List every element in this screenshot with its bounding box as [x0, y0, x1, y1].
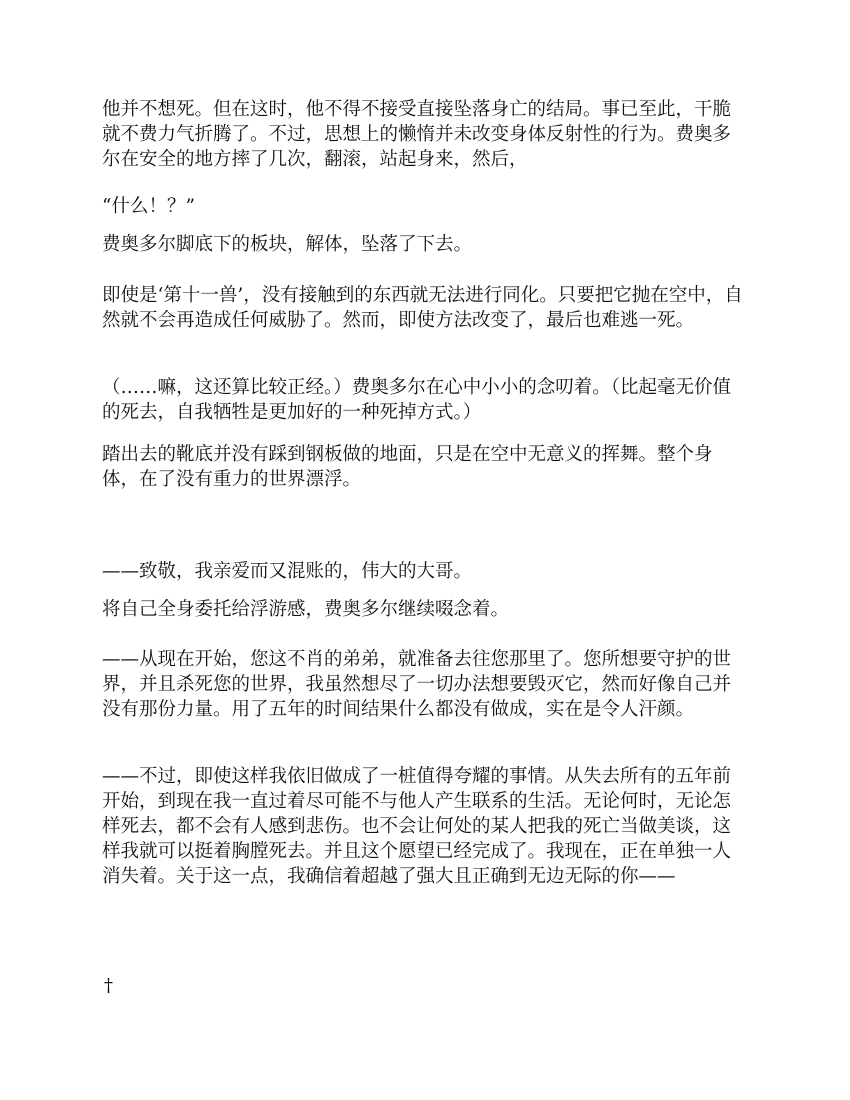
paragraph-1: 他并不想死。但在这时，他不得不接受直接坠落身亡的结局。事已至此，干脆就不费力气折腾了。不过，思想上的懒惰并未改变身体反射性的行为。费奥多尔在安全的地方摔了几次，翻滚，站起身来，然后， — [102, 99, 732, 170]
paragraph-9: ——从现在开始，您这不肖的弟弟，就准备去往您那里了。您所想要守护的世界，并且杀死您的世界，我虽然想尽了一切办法想要毁灭它，然而好像自己并没有那份力量。用了五年的时间结果什么都没有做成，实在是令人汗颜。 — [102, 649, 732, 720]
paragraph-8: 将自己全身委托给浮游感，费奥多尔继续啜念着。 — [102, 599, 510, 620]
paragraph-7: ——致敬，我亲爱而又混账的，伟大的大哥。 — [102, 561, 473, 582]
paragraph-2: “什么！？” — [102, 196, 195, 217]
paragraph-5: （……嘛，这还算比较正经。）费奥多尔在心中小小的念叨着。（比起毫无价值的死去，自我牺牲是更加好的一种死掉方式。） — [102, 377, 732, 423]
paragraph-4: 即使是‘第十一兽’，没有接触到的东西就无法进行同化。只要把它抛在空中，自然就不会再造成任何威胁了。然而，即使方法改变了，最后也难逃一死。 — [102, 285, 743, 331]
paragraph-3: 费奥多尔脚底下的板块，解体，坠落了下去。 — [102, 234, 473, 255]
paragraph-10: ——不过，即使这样我依旧做成了一桩值得夸耀的事情。从失去所有的五年前开始，到现在我一直过着尽可能不与他人产生联系的生活。无论何时，无论怎样死去，都不会有人感到悲伤。也不会让何处的某人把我的死亡当做美谈，这样我就可以挺着胸膛死去。并且这个愿望已经完成了。我现在，正在单独一人消失着。关于这一点，我确信着超越了强大且正确到无边无际的你—— — [102, 766, 732, 887]
paragraph-6: 踏出去的靴底并没有踩到钢板做的地面，只是在空中无意义的挥舞。整个身体，在了没有重力的世界漂浮。 — [102, 444, 713, 490]
section-mark: † — [104, 975, 113, 996]
